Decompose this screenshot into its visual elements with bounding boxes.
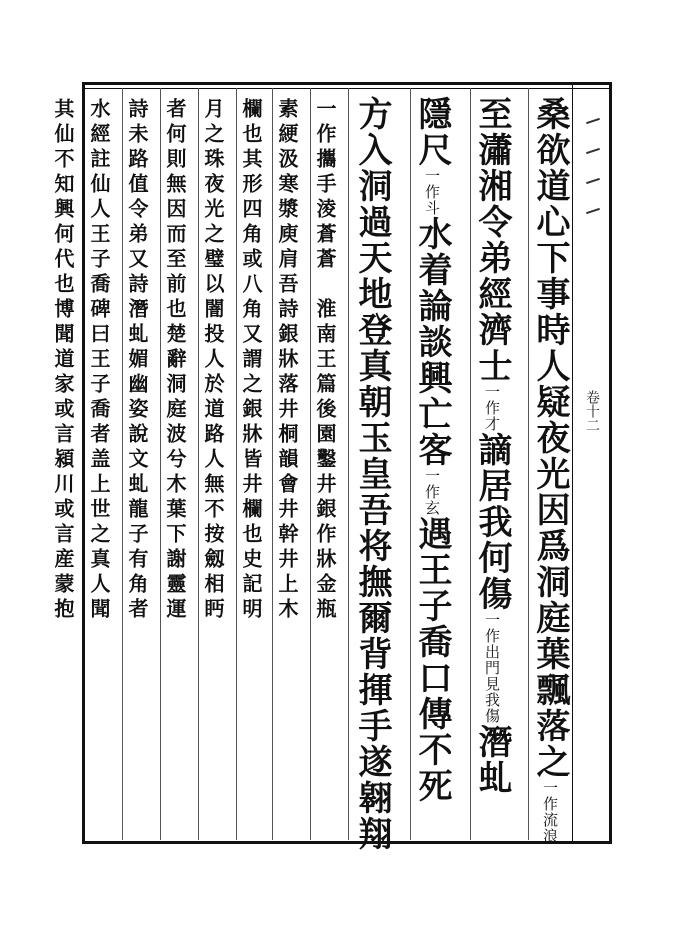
column-rule bbox=[470, 88, 471, 840]
column-rule bbox=[236, 88, 237, 840]
text-column-2 bbox=[472, 96, 512, 836]
column-main-text: 水着論談興亡客 bbox=[412, 216, 452, 468]
column-rule bbox=[310, 88, 311, 840]
commentary-column-6: 詩未路值令弟又詩潛虬媚幽姿說文虬龍子有角者 bbox=[125, 98, 149, 623]
commentary-column-4: 月之珠夜光之璧以闇投人於道路人無不按劔相眄 bbox=[201, 98, 225, 623]
commentary-column-2: 素綆汲寒漿庾肩吾詩銀牀落井桐韻會井幹井上木 bbox=[275, 98, 299, 623]
commentary-column-8: 其仙不知興何代也博聞道家或言潁川或言産蒙抱 bbox=[51, 98, 75, 623]
column-rule bbox=[198, 88, 199, 840]
column-annotation: 一作斗 bbox=[423, 168, 441, 216]
commentary-column-7: 水經註仙人王子喬碑曰王子喬者盖上世之真人聞 bbox=[87, 98, 111, 623]
column-rule bbox=[272, 88, 273, 840]
top-rule bbox=[82, 88, 612, 89]
fish-tail-mark-icon bbox=[584, 120, 602, 270]
column-rule bbox=[528, 88, 529, 840]
column-rule bbox=[348, 88, 349, 840]
text-column-1 bbox=[530, 96, 570, 844]
column-rule bbox=[160, 88, 161, 840]
column-annotation: 一作出門見我傷 bbox=[483, 612, 501, 724]
column-annotation: 一作才 bbox=[483, 384, 501, 432]
commentary-column-1: 一作攜手淩蒼蒼 淮南王篇後園鑿井銀作牀金瓶 bbox=[313, 98, 337, 623]
column-main-text: 桑欲道心下事時人疑夜光因爲洞庭葉飄落之 bbox=[530, 96, 570, 780]
column-main-text: 謫居我何傷 bbox=[472, 432, 512, 612]
text-column-3 bbox=[412, 96, 452, 836]
column-rule bbox=[410, 88, 411, 840]
text-column-4 bbox=[352, 96, 392, 852]
commentary-column-3: 欄也其形四角或八角又謂之銀牀皆井欄也史記明 bbox=[239, 98, 263, 623]
column-main-text: 方入洞過天地登真朝玉皇吾将撫爾背揮手遂翱翔 bbox=[352, 96, 392, 852]
column-main-text: 潛虬 bbox=[472, 724, 512, 796]
column-main-text: 遇王子喬口傳不死 bbox=[412, 516, 452, 804]
commentary-column-5: 者何則無因而至前也楚辭洞庭波兮木葉下謝靈運 bbox=[163, 98, 187, 623]
column-main-text: 隱尺 bbox=[412, 96, 452, 168]
column-annotation: 一作玄 bbox=[423, 468, 441, 516]
column-main-text: 至瀟湘令弟經濟士 bbox=[472, 96, 512, 384]
column-annotation: 一作流浪 bbox=[541, 780, 559, 844]
fold-volume-label: 卷十二 bbox=[584, 390, 600, 432]
column-rule bbox=[122, 88, 123, 840]
